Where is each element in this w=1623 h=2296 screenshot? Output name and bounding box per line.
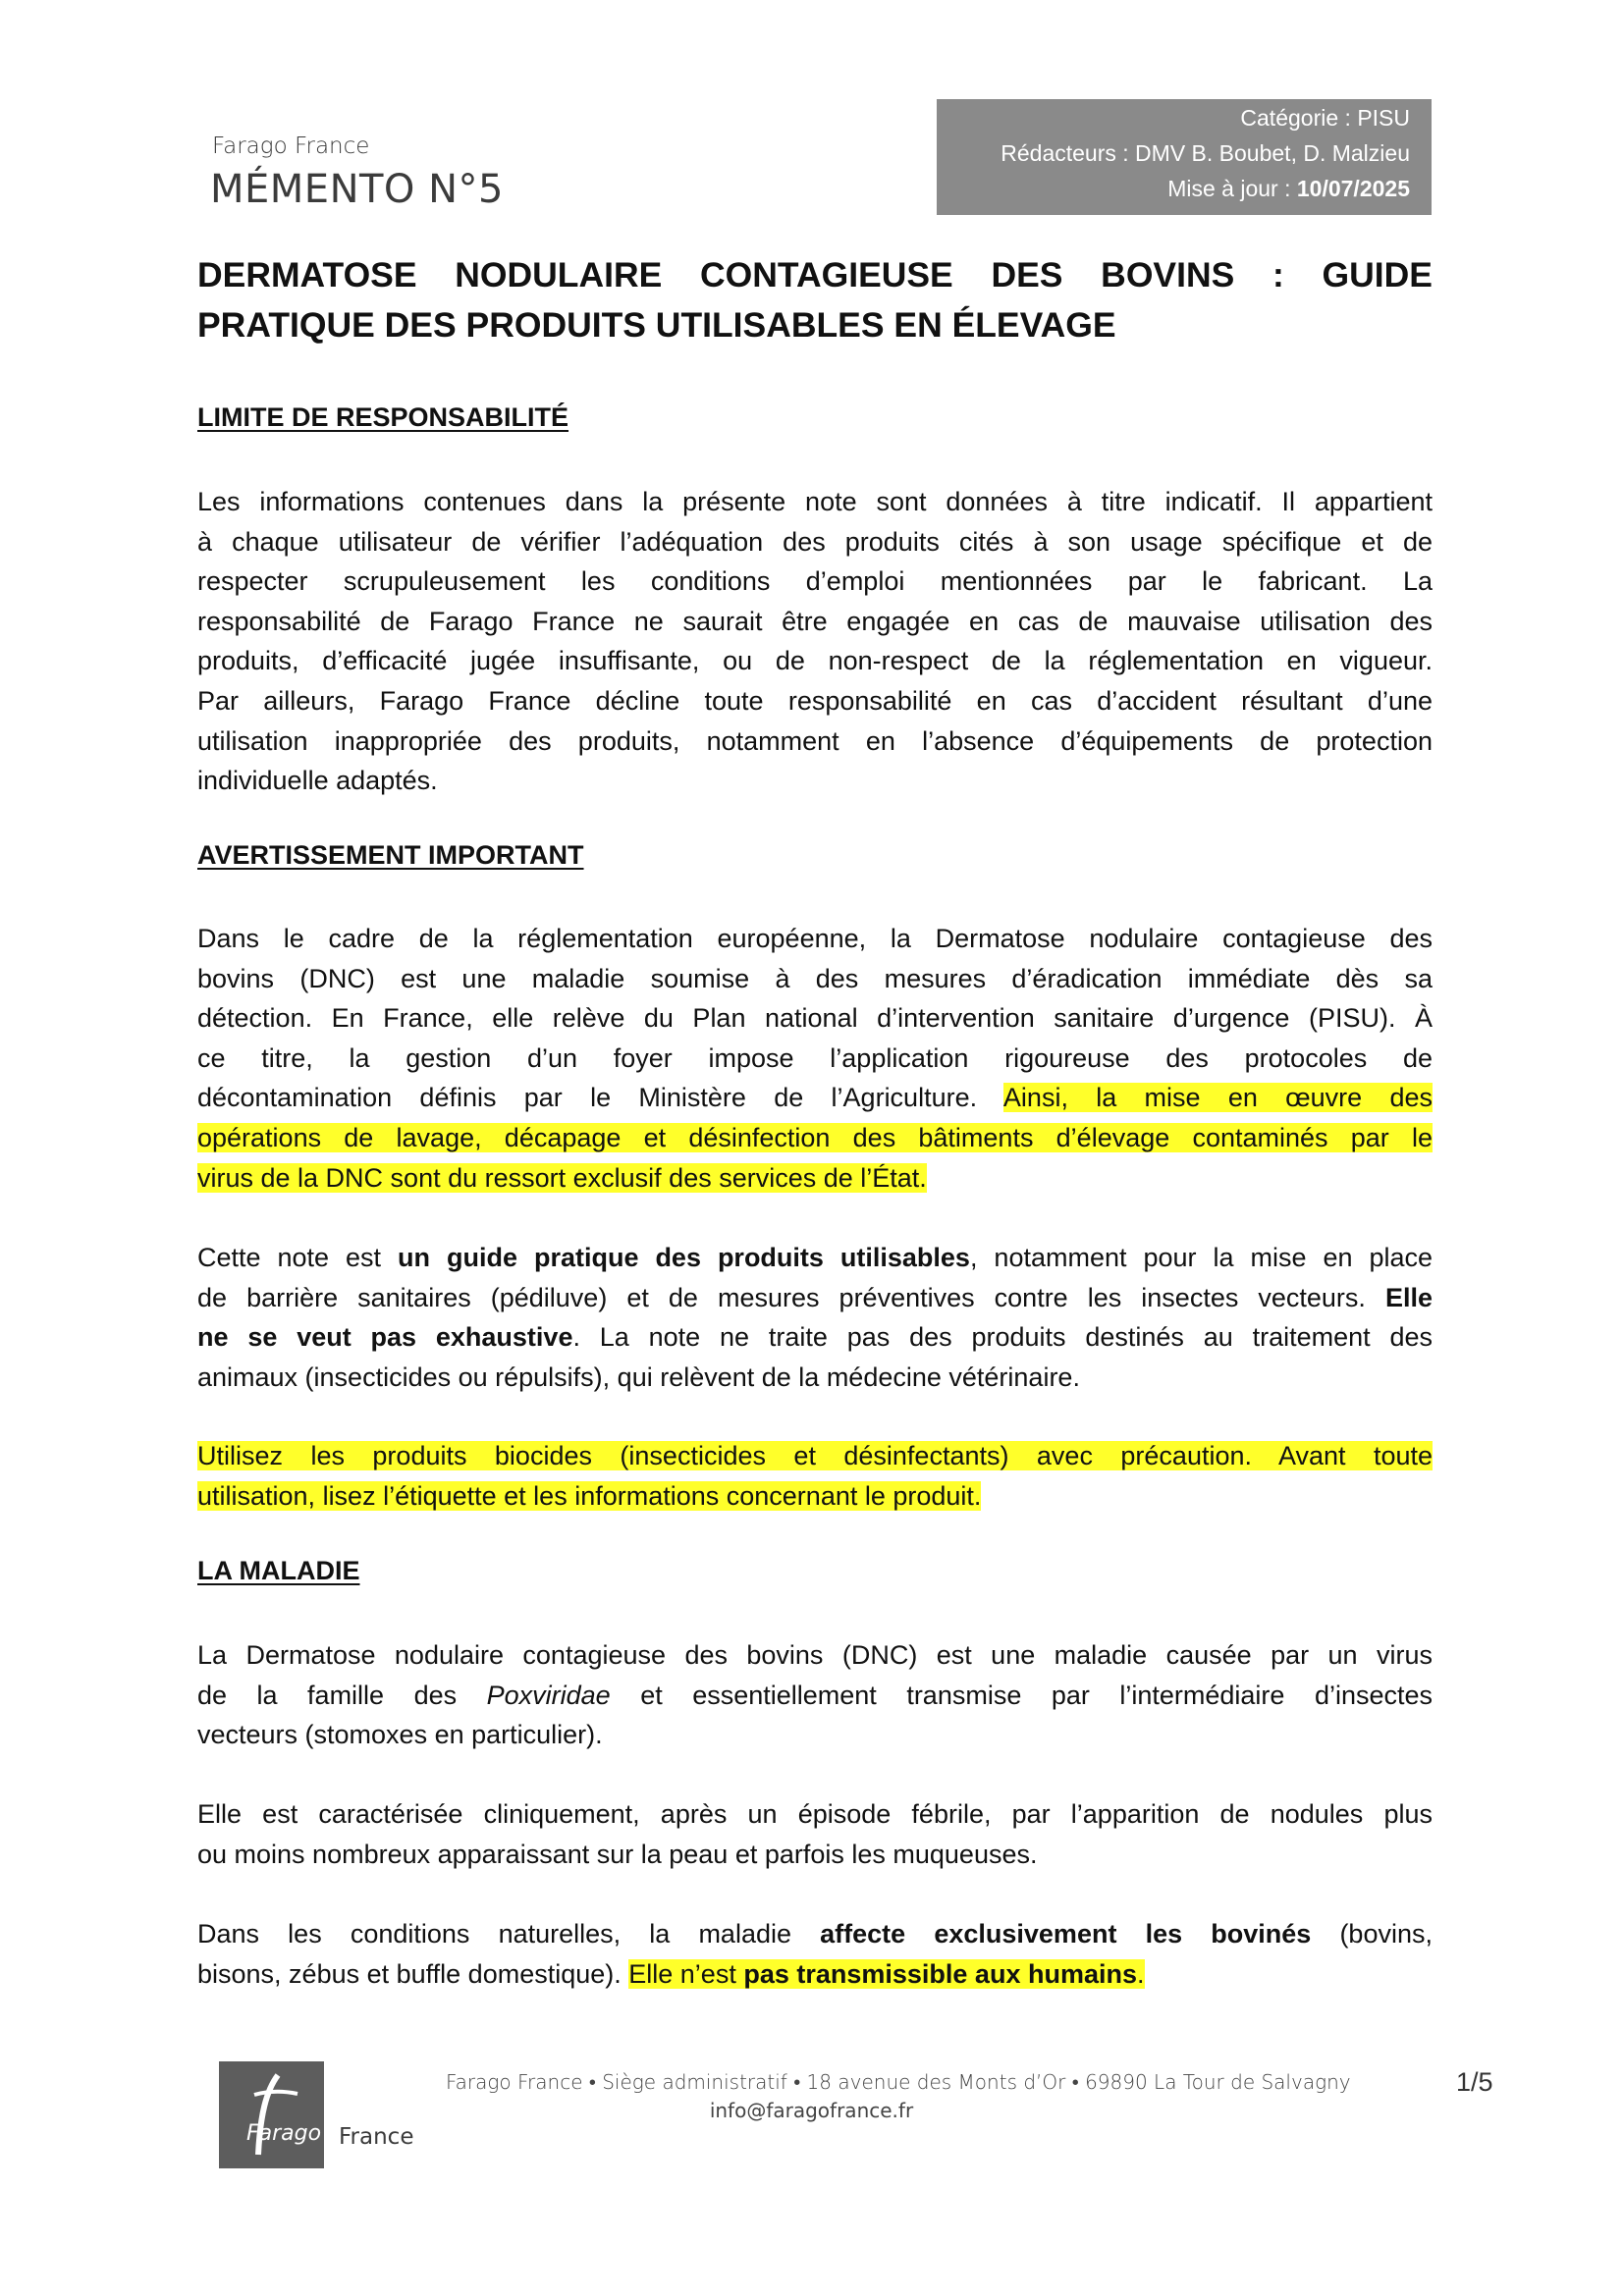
highlighted-text: utilisation, lisez l’étiquette et les informations concernant le produit. — [197, 1480, 982, 1511]
title-line-1: DERMATOSE NODULAIRE CONTAGIEUSE DES BOVINS : GUIDE — [197, 255, 1433, 294]
text-line — [197, 1436, 1433, 1476]
meta-authors-label: Rédacteurs : — [1001, 140, 1136, 166]
text-line: utilisation inappropriée des produits, notamment en l’absence d’équipements de protection — [197, 725, 1433, 756]
page-number: 1/5 — [1456, 2067, 1493, 2097]
section-heading-limite: LIMITE DE RESPONSABILITÉ — [197, 402, 569, 432]
logo-wordmark: Farago — [246, 2121, 322, 2146]
text-run: Cette note est — [197, 1243, 399, 1272]
bold-text: pas transmissible aux humains — [743, 1958, 1137, 1989]
highlighted-text: virus de la DNC sont du ressort exclusif des services de l’État. — [197, 1162, 927, 1193]
footer-address: Farago France • Siège administratif • 18 avenue des Monts d’Or • 69890 La Tour de Salvagny — [446, 2070, 1351, 2094]
memento-number: MÉMENTO N°5 — [210, 167, 504, 212]
text-line: Elle est caractérisée cliniquement, après un épisode fébrile, par l’apparition de nodules plus — [197, 1799, 1433, 1829]
italic-text: Poxviridae — [486, 1680, 611, 1710]
text-line: Dans le cadre de la réglementation européenne, la Dermatose nodulaire contagieuse des — [197, 924, 1433, 953]
text-line: ce titre, la gestion d’un foyer impose l’application rigoureuse des protocoles de — [197, 1042, 1433, 1073]
text-line — [197, 1954, 1433, 1995]
paragraph-avertissement-1 — [197, 919, 1433, 1198]
paragraph-limite — [197, 482, 1433, 801]
meta-updated-label: Mise à jour : — [1167, 176, 1297, 201]
meta-category — [937, 100, 1410, 135]
title-line-2: PRATIQUE DES PRODUITS UTILISABLES EN ÉLEVAGE — [197, 305, 1116, 345]
text-line: ou moins nombreux apparaissant sur la peau et parfois les muqueuses. — [197, 1839, 1038, 1869]
text-line: Par ailleurs, Farago France décline toute responsabilité en cas d’accident résultant d’une — [197, 685, 1433, 716]
text-line — [197, 1278, 1433, 1318]
paragraph-avertissement-2 — [197, 1238, 1433, 1397]
text-run: de la famille des — [197, 1680, 487, 1710]
text-line: animaux (insecticides ou répulsifs), qui relèvent de la médecine vétérinaire. — [197, 1362, 1080, 1392]
meta-updated-value: 10/07/2025 — [1296, 176, 1410, 201]
text-run: (bovins, — [1311, 1919, 1433, 1949]
organization-name: Farago France — [212, 133, 370, 159]
highlighted-text: Utilisez les produits biocides (insecticides et désinfectants) avec précaution. Avant toute — [197, 1441, 1433, 1470]
paragraph-maladie-3 — [197, 1914, 1433, 1994]
highlighted-text: opérations de lavage, décapage et désinfection des bâtiments d’élevage contaminés par le — [197, 1122, 1433, 1152]
text-line — [197, 1317, 1433, 1358]
text-line — [197, 1676, 1433, 1716]
bold-text: ne se veut pas exhaustive — [197, 1322, 573, 1353]
section-heading-avertissement: AVERTISSEMENT IMPORTANT — [197, 840, 584, 870]
text-run: Elle n’est — [628, 1958, 744, 1989]
text-line: individuelle adaptés. — [197, 766, 438, 796]
text-run: , notamment pour la mise en place — [969, 1243, 1434, 1272]
text-line — [197, 1914, 1433, 1954]
text-run: de barrière sanitaires (pédiluve) et de mesures préventives contre les insectes vecteurs. — [197, 1282, 1385, 1312]
paragraph-maladie-2 — [197, 1794, 1433, 1874]
text-line — [197, 1078, 1433, 1118]
bold-text: Elle — [1384, 1282, 1433, 1312]
meta-category-label: Catégorie : — [1240, 105, 1358, 131]
text-line — [197, 1476, 1433, 1517]
meta-category-value: PISU — [1357, 105, 1410, 131]
text-run: . La note ne traite pas des produits destinés au traitement des — [572, 1322, 1433, 1353]
meta-authors — [937, 135, 1410, 171]
document-meta-box — [937, 99, 1432, 215]
text-line: bovins (DNC) est une maladie soumise à des mesures d’éradication immédiate dès sa — [197, 963, 1433, 993]
document-title — [197, 250, 1433, 350]
highlighted-text: Ainsi, la mise en œuvre des — [1002, 1083, 1434, 1113]
text-line: détection. En France, elle relève du Plan national d’intervention sanitaire d’urgence (PISU). À — [197, 1003, 1433, 1034]
text-run: Dans les conditions naturelles, la maladie — [197, 1919, 821, 1949]
text-run: décontamination définis par le Ministère de l’Agriculture. — [197, 1083, 1003, 1113]
text-run: et essentiellement transmise par l’intermédiaire d’insectes — [610, 1680, 1434, 1710]
text-line — [197, 1238, 1433, 1278]
bold-text: un guide pratique des produits utilisables — [398, 1243, 970, 1272]
text-line: vecteurs (stomoxes en particulier). — [197, 1720, 603, 1750]
section-heading-maladie: LA MALADIE — [197, 1556, 360, 1585]
highlighted-text — [628, 1959, 1144, 1989]
paragraph-avertissement-3 — [197, 1436, 1433, 1516]
logo-right-text: France — [339, 2124, 414, 2150]
text-run: bisons, zébus et buffle domestique). — [197, 1958, 629, 1989]
text-run: . — [1136, 1958, 1145, 1989]
text-line: Les informations contenues dans la présente note sont données à titre indicatif. Il appartient — [197, 487, 1433, 516]
text-line: respecter scrupuleusement les conditions d’emploi mentionnées par le fabricant. La — [197, 566, 1433, 597]
text-line: responsabilité de Farago France ne saurait être engagée en cas de mauvaise utilisation des — [197, 606, 1433, 636]
text-line: à chaque utilisateur de vérifier l’adéquation des produits cités à son usage spécifique et de — [197, 526, 1433, 557]
text-line: La Dermatose nodulaire contagieuse des bovins (DNC) est une maladie causée par un virus — [197, 1640, 1433, 1670]
paragraph-maladie-1 — [197, 1635, 1433, 1755]
text-line: produits, d’efficacité jugée insuffisante, ou de non-respect de la réglementation en vigueur. — [197, 646, 1433, 676]
text-line — [197, 1118, 1433, 1158]
footer-email: info@faragofrance.fr — [709, 2099, 914, 2122]
bold-text: affecte exclusivement les bovinés — [820, 1919, 1312, 1949]
meta-authors-value: DMV B. Boubet, D. Malzieu — [1135, 140, 1410, 166]
text-line — [197, 1158, 1433, 1199]
meta-updated — [937, 171, 1410, 206]
